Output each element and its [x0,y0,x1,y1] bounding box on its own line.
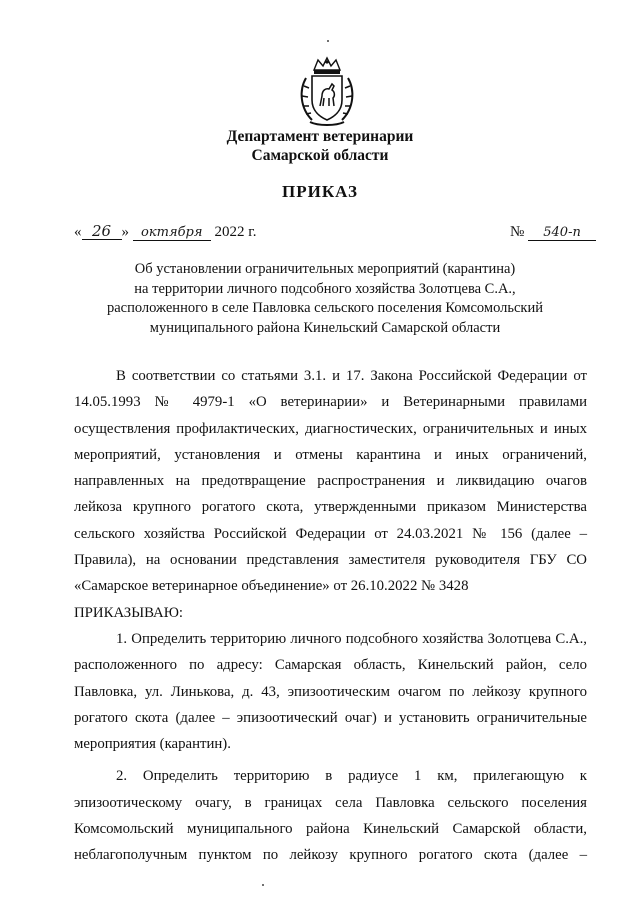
date-day-handwritten: 26 [82,224,122,240]
order-directive-word: ПРИКАЗЫВАЮ: [74,604,184,621]
order-number [510,224,596,241]
number-value-handwritten: 540-п [528,225,596,241]
order-item-2: 2. Определить территорию в радиусе 1 км, прилегающую к эпизоотическому очагу, в границах села Павловка сельского поселения Комсомольский муниципального района Кинельский Самарской области, неблагополучным пунктом по лейкозу крупного рогатого скота (далее – [74,768,587,864]
order-item-1: 1. Определить территорию личного подсобного хозяйства Золотцева С.А., расположенного по адресу: Самарская область, Кинельский район, село Павловка, ул. Линькова, д. 43, эпизоотическим очагом по лейкозу крупного рогатого скота (далее – эпизоотический очаг) и установить ограничительные мероприятия (карантин). [74,630,587,753]
subject-line: расположенного в селе Павловка сельского поселения Комсомольский [106,300,543,316]
document-type-title: ПРИКАЗ [282,182,358,201]
subject-line: Об установлении ограничительных мероприятий (карантина) [134,261,516,277]
scan-speck [262,884,264,886]
scan-speck [327,40,329,42]
coat-of-arms-emblem [296,56,358,128]
date-year: 2022 г. [214,224,257,240]
date-close-quote: » [121,224,129,240]
department-name-line-2: Самарской области [251,147,389,164]
subject-line: муниципального района Кинельский Самарской области [149,319,501,336]
order-subject [80,260,570,338]
order-date [74,224,256,241]
date-month-handwritten: октября [133,225,211,241]
date-open-quote: « [74,224,82,240]
department-name-line-1: Департамент ветеринарии [226,128,414,145]
number-label: № [510,224,525,240]
preamble-paragraph: В соответствии со статьями 3.1. и 17. Закона Российской Федерации от 14.05.1993 № 4979-1 «О ветеринарии» и Ветеринарными правилами осуществления профилактических, диагностических, ограничительных и иных мероприятий, установления и отмены карантина и иных ограничений, направленных на предотвращение распространения и ликвидацию очагов лейкоза крупного рогатого скота, утвержденными приказом Министерства сельского хозяйства Российской Федерации от 24.03.2021 № 156 (далее – Правила), на основании представления заместителя руководителя ГБУ СО «Самарское ветеринарное объединение» от 26.10.2022 № 3428 [74,368,587,595]
subject-line: на территории личного подсобного хозяйства Золотцева С.А., [134,280,516,297]
order-body [74,363,587,869]
